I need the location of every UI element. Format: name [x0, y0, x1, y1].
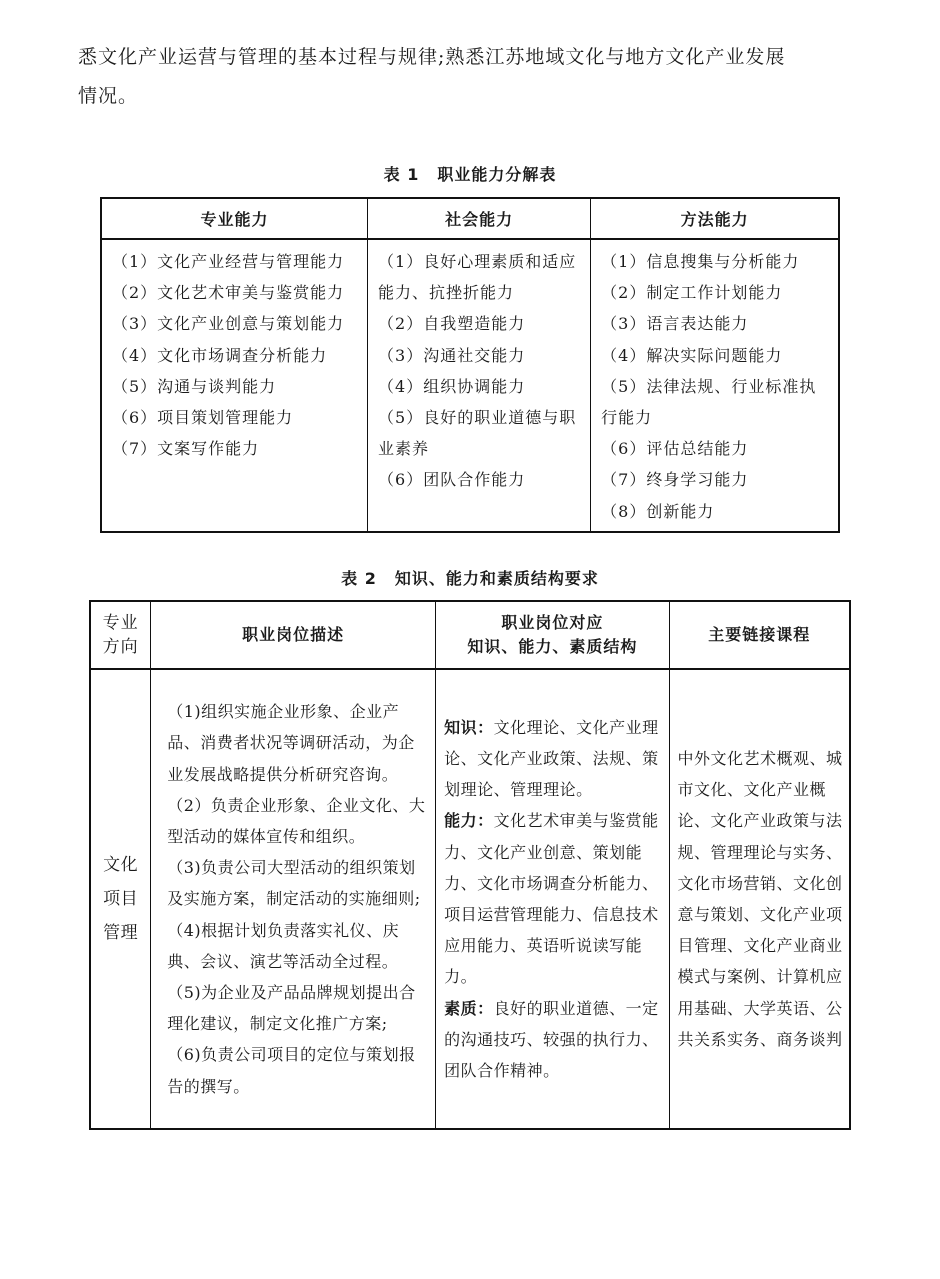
list-item: （3）语言表达能力: [601, 314, 749, 334]
ability-breakdown-table: [100, 197, 840, 533]
knowledge-label: 知识：: [444, 717, 494, 737]
list-item: （1)组织实施企业形象、企业产品、消费者状况等调研活动，为企业发展战略提供分析研究咨询。: [167, 702, 415, 784]
list-item: （6）项目策划管理能力: [112, 408, 294, 428]
courses-cell: [669, 669, 850, 1129]
header-professional: 专业能力: [101, 198, 368, 239]
header-description: 职业岗位描述: [151, 601, 436, 669]
list-item: （4）文化市场调查分析能力: [112, 345, 328, 365]
knowledge-text: 文化理论、文化产业理论、文化产业政策、法规、策划理论、管理理论。: [444, 717, 659, 800]
list-item: （5）法律法规、行业标准执行能力: [601, 376, 817, 428]
header-structure-line-2: 知识、能力、素质结构: [467, 637, 638, 656]
list-item: （5）良好的职业道德与职业素养: [378, 408, 577, 459]
list-item: （8）创新能力: [601, 501, 715, 521]
list-item: （4)根据计划负责落实礼仪、庆典、会议、演艺等活动全过程。: [167, 920, 400, 971]
direction-line-2: 项目: [103, 889, 139, 909]
list-item: （3)负责公司大型活动的组织策划及实施方案，制定活动的实施细则;: [167, 858, 421, 909]
table-row: [90, 669, 850, 1129]
intro-paragraph: [78, 38, 868, 116]
ability-block: [444, 805, 662, 992]
direction-line-3: 管理: [103, 923, 139, 943]
intro-line-1: 悉文化产业运营与管理的基本过程与规律;熟悉江苏地域文化与地方文化产业发展: [78, 46, 786, 68]
list-item: （6)负责公司项目的定位与策划报告的撰写。: [167, 1045, 416, 1096]
ability-text: 文化艺术审美与鉴赏能力、文化产业创意、策划能力、文化市场调查分析能力、项目运营管理能力、信息技术应用能力、英语听说读写能力。: [444, 811, 659, 987]
list-item: （5)为企业及产品品牌规划提出合理化建议，制定文化推广方案;: [167, 983, 416, 1034]
table-row: [101, 239, 839, 532]
structure-cell: [436, 669, 669, 1129]
direction-line-1: 文化: [103, 855, 139, 875]
list-item: （5）沟通与谈判能力: [112, 376, 277, 396]
table2-caption-text: 知识、能力和素质结构要求: [394, 569, 599, 588]
table1-caption: [0, 162, 940, 185]
list-item: （2）自我塑造能力: [378, 314, 526, 334]
list-item: （2）文化艺术审美与鉴赏能力: [112, 283, 345, 303]
list-item: （7）文案写作能力: [112, 439, 260, 459]
table2-caption-number: 表 2: [341, 569, 377, 588]
list-item: （4）解决实际问题能力: [601, 345, 783, 365]
knowledge-block: [444, 712, 662, 806]
table-header-row: [90, 601, 850, 669]
header-courses: 主要链接课程: [669, 601, 850, 669]
list-item: （7）终身学习能力: [601, 470, 749, 490]
structure-requirements-table: [89, 600, 851, 1130]
courses-text: 中外文化艺术概观、城市文化、文化产业概论、文化产业政策与法规、管理理论与实务、文化市场营销、文化创意与策划、文化产业项目管理、文化产业商业模式与案例、计算机应用基础、大学英语、公共关系实务、商务谈判: [677, 748, 843, 1049]
table2-caption: [0, 566, 940, 589]
list-item: （4）组织协调能力: [378, 376, 526, 396]
header-structure-line-1: 职业岗位对应: [501, 613, 604, 632]
ability-label: 能力：: [444, 811, 494, 831]
header-direction-line-1: 专业: [102, 613, 139, 633]
list-item: （3）沟通社交能力: [378, 345, 526, 365]
quality-label: 素质：: [444, 998, 494, 1018]
table-header-row: [101, 198, 839, 239]
direction-cell: [90, 669, 151, 1129]
header-direction: [90, 601, 151, 669]
description-cell: [151, 669, 436, 1129]
list-item: （1）信息搜集与分析能力: [601, 252, 800, 271]
quality-block: [444, 993, 662, 1087]
list-item: （6）评估总结能力: [601, 439, 749, 459]
header-social: 社会能力: [368, 198, 591, 239]
list-item: （2）负责企业形象、企业文化、大型活动的媒体宣传和组织。: [167, 795, 426, 846]
header-structure: [436, 601, 669, 669]
professional-ability-cell: [101, 239, 368, 532]
header-method: 方法能力: [591, 198, 839, 239]
list-item: （6）团队合作能力: [378, 470, 526, 490]
list-item: （1）文化产业经营与管理能力: [112, 252, 345, 271]
intro-line-2: 情况。: [78, 85, 139, 107]
method-ability-cell: [591, 239, 839, 532]
table1-caption-number: 表 1: [383, 165, 420, 184]
list-item: （3）文化产业创意与策划能力: [112, 314, 345, 334]
social-ability-cell: [368, 239, 591, 532]
quality-text: 良好的职业道德、一定的沟通技巧、较强的执行力、团队合作精神。: [444, 998, 659, 1081]
header-direction-line-2: 方向: [102, 637, 139, 657]
table1-caption-text: 职业能力分解表: [437, 165, 557, 184]
list-item: （1）良好心理素质和适应能力、抗挫折能力: [378, 252, 577, 303]
list-item: （2）制定工作计划能力: [601, 283, 783, 303]
